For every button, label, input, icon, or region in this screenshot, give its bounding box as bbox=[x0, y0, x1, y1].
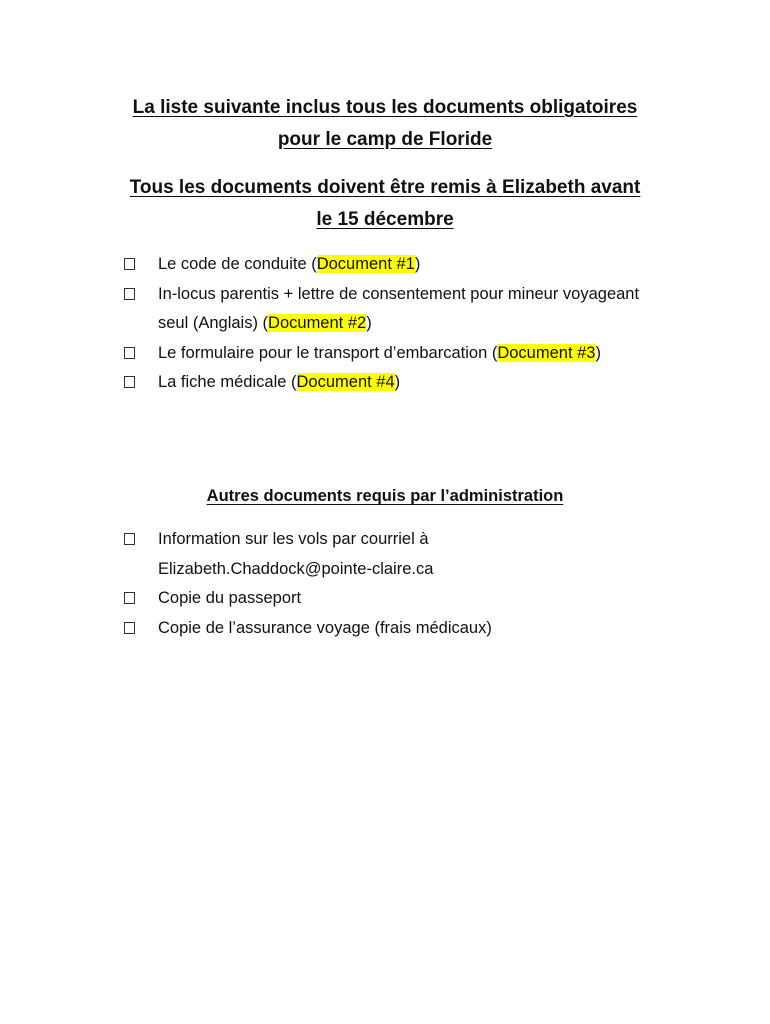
item-text: In-locus parentis + lettre de consentement pour mineur voyageant seul (Anglais) ( bbox=[158, 284, 640, 332]
item-text-after: ) bbox=[414, 255, 421, 273]
deadline-heading bbox=[110, 172, 660, 236]
list-item bbox=[124, 368, 644, 398]
item-text: La fiche médicale ( bbox=[158, 373, 297, 391]
item-text: Information sur les vols par courriel à Elizabeth.Chaddock@pointe-claire.ca bbox=[158, 530, 434, 578]
checkbox-icon bbox=[124, 258, 135, 270]
checkbox-icon bbox=[124, 533, 135, 545]
item-text-after: ) bbox=[394, 373, 401, 391]
checkbox-icon bbox=[124, 592, 135, 604]
document-reference: Document #2 bbox=[268, 314, 367, 332]
page-title bbox=[110, 92, 660, 156]
title-line-2: pour le camp de Floride bbox=[277, 129, 493, 150]
checkbox-icon bbox=[124, 347, 135, 359]
admin-heading: Autres documents requis par l’administration bbox=[206, 487, 564, 505]
list-item bbox=[124, 584, 644, 614]
list-item bbox=[124, 250, 644, 280]
item-text-after: ) bbox=[595, 343, 601, 362]
list-item bbox=[124, 339, 644, 369]
item-text: Le code de conduite ( bbox=[158, 255, 317, 273]
required-documents-list bbox=[124, 250, 644, 398]
document-reference: Document #4 bbox=[296, 373, 395, 391]
deadline-line-1: Tous les documents doivent être remis à Elizabeth avant bbox=[129, 177, 641, 198]
deadline-line-2: le 15 décembre bbox=[316, 209, 454, 230]
document-reference: Document #3 bbox=[497, 343, 596, 362]
checkbox-icon bbox=[124, 288, 135, 300]
admin-documents-list bbox=[124, 525, 644, 643]
item-text: Le formulaire pour le transport d’embarcation ( bbox=[158, 343, 498, 362]
checkbox-icon bbox=[124, 622, 135, 634]
title-line-1: La liste suivante inclus tous les documents obligatoires bbox=[132, 97, 638, 118]
list-item bbox=[124, 525, 644, 584]
item-text: Copie de l’assurance voyage (frais médicaux) bbox=[158, 618, 492, 637]
list-item bbox=[124, 280, 644, 339]
checkbox-icon bbox=[124, 376, 135, 388]
document-reference: Document #1 bbox=[316, 255, 415, 273]
list-item bbox=[124, 614, 644, 644]
item-text: Copie du passeport bbox=[158, 589, 302, 607]
item-text-after: ) bbox=[366, 314, 372, 332]
